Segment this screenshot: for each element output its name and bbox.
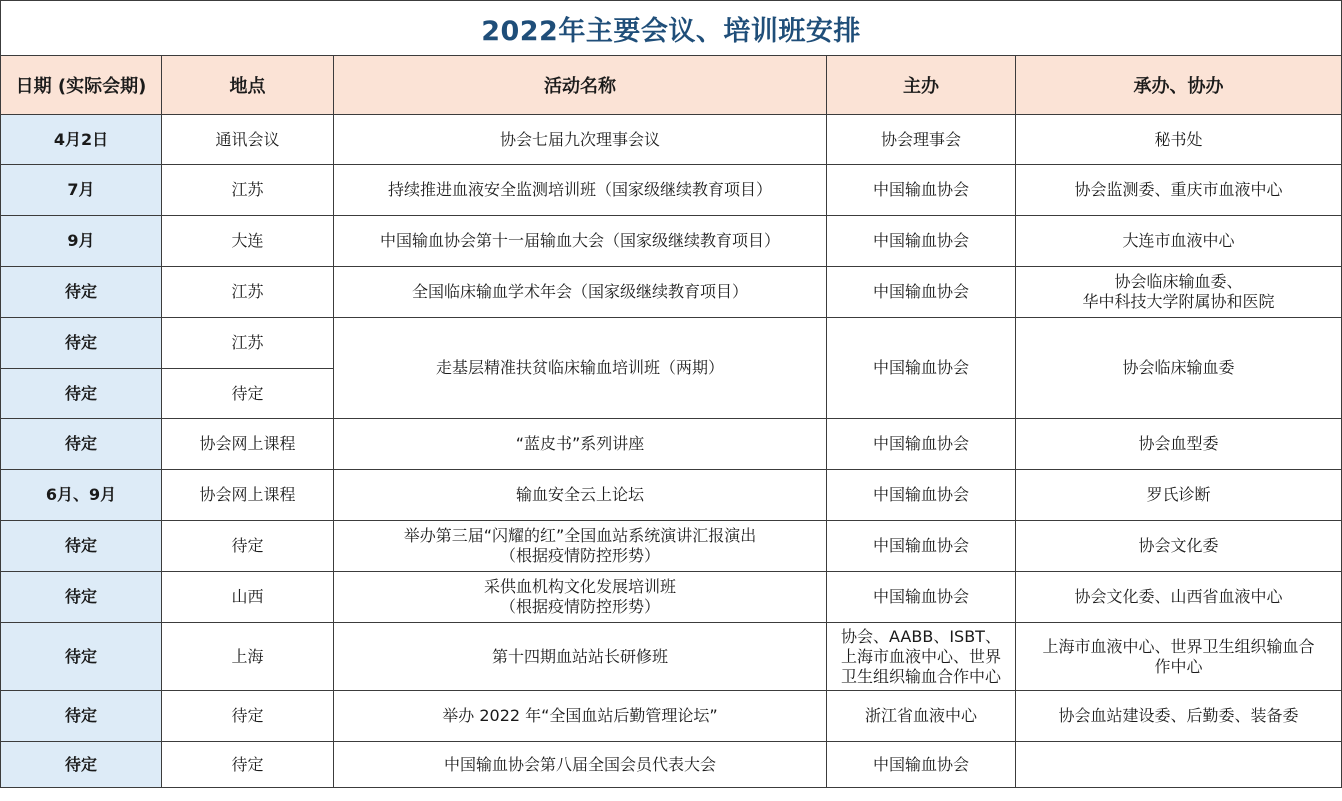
table-row bbox=[1, 470, 1342, 521]
date-cell: 待定 bbox=[1, 521, 162, 572]
activity-cell bbox=[334, 742, 827, 788]
date-cell: 4月2日 bbox=[1, 115, 162, 165]
activity-cell bbox=[334, 521, 827, 572]
activity-cell bbox=[334, 216, 827, 267]
activity-text: 中国输血协会第十一届输血大会（国家级继续教育项目） bbox=[379, 231, 780, 250]
host-text: 协会理事会 bbox=[880, 129, 961, 149]
table-row bbox=[1, 623, 1342, 691]
activity-cell bbox=[334, 318, 827, 419]
table-row bbox=[1, 115, 1342, 165]
host-text: 中国输血协会 bbox=[872, 536, 969, 555]
host-cell bbox=[827, 691, 1016, 742]
table-row bbox=[1, 419, 1342, 470]
column-header-organizer: 承办、协办 bbox=[1016, 56, 1342, 115]
table-row bbox=[1, 165, 1342, 216]
host-cell bbox=[827, 419, 1016, 470]
organizer-text: 上海市血液中心、世界卫生组织输血合 bbox=[1042, 636, 1315, 656]
organizer-cell bbox=[1016, 318, 1342, 419]
host-cell bbox=[827, 470, 1016, 521]
location-cell: 上海 bbox=[162, 623, 334, 691]
location-cell: 山西 bbox=[162, 572, 334, 623]
organizer-text: 作中心 bbox=[1154, 656, 1203, 676]
organizer-text: 罗氏诊断 bbox=[1146, 485, 1211, 504]
activity-text: 输血安全云上论坛 bbox=[515, 485, 644, 504]
activity-text: 协会七届九次理事会议 bbox=[499, 129, 660, 149]
host-cell bbox=[827, 318, 1016, 419]
table-row bbox=[1, 267, 1342, 318]
host-text: 中国输血协会 bbox=[872, 231, 969, 250]
organizer-cell bbox=[1016, 521, 1342, 572]
table-row bbox=[1, 572, 1342, 623]
activity-cell bbox=[334, 115, 827, 165]
date-cell: 待定 bbox=[1, 318, 162, 369]
activity-cell bbox=[334, 470, 827, 521]
host-text: 中国输血协会 bbox=[872, 754, 969, 774]
date-cell: 待定 bbox=[1, 572, 162, 623]
activity-text: 举办 2022 年“全国血站后勤管理论坛” bbox=[442, 706, 718, 725]
location-cell: 待定 bbox=[162, 742, 334, 788]
table-row bbox=[1, 691, 1342, 742]
activity-cell bbox=[334, 165, 827, 216]
organizer-cell bbox=[1016, 470, 1342, 521]
host-text: 中国输血协会 bbox=[872, 282, 969, 301]
location-cell: 待定 bbox=[162, 691, 334, 742]
location-cell: 待定 bbox=[162, 521, 334, 572]
host-text: 中国输血协会 bbox=[872, 587, 969, 606]
organizer-cell bbox=[1016, 267, 1342, 318]
organizer-text: 协会临床输血委 bbox=[1122, 358, 1235, 377]
date-cell: 待定 bbox=[1, 419, 162, 470]
host-text: 中国输血协会 bbox=[872, 485, 969, 504]
date-cell: 待定 bbox=[1, 267, 162, 318]
location-cell: 待定 bbox=[162, 369, 334, 419]
activity-text: 举办第三届“闪耀的红”全国血站系统演讲汇报演出 bbox=[403, 526, 757, 545]
organizer-cell bbox=[1016, 572, 1342, 623]
host-text: 协会、AABB、ISBT、 bbox=[841, 626, 1001, 646]
date-cell: 6月、9月 bbox=[1, 470, 162, 521]
host-cell bbox=[827, 216, 1016, 267]
column-header-location: 地点 bbox=[162, 56, 334, 115]
location-cell: 江苏 bbox=[162, 165, 334, 216]
organizer-cell bbox=[1016, 165, 1342, 216]
activity-cell bbox=[334, 419, 827, 470]
table-row bbox=[1, 521, 1342, 572]
organizer-cell bbox=[1016, 742, 1342, 788]
date-cell: 9月 bbox=[1, 216, 162, 267]
date-cell: 待定 bbox=[1, 691, 162, 742]
column-header-date: 日期 (实际会期) bbox=[1, 56, 162, 115]
table-row bbox=[1, 742, 1342, 788]
host-cell bbox=[827, 623, 1016, 691]
activity-cell bbox=[334, 572, 827, 623]
organizer-text: 秘书处 bbox=[1154, 129, 1203, 149]
location-cell: 协会网上课程 bbox=[162, 419, 334, 470]
column-header-host: 主办 bbox=[827, 56, 1016, 115]
host-cell bbox=[827, 521, 1016, 572]
table-row bbox=[1, 216, 1342, 267]
activity-text: 持续推进血液安全监测培训班（国家级继续教育项目） bbox=[387, 180, 772, 199]
date-cell: 7月 bbox=[1, 165, 162, 216]
activity-cell bbox=[334, 267, 827, 318]
location-cell: 江苏 bbox=[162, 318, 334, 369]
table-row bbox=[1, 318, 1342, 369]
activity-text: 中国输血协会第八届全国会员代表大会 bbox=[443, 754, 716, 774]
location-cell: 协会网上课程 bbox=[162, 470, 334, 521]
organizer-text: 大连市血液中心 bbox=[1122, 231, 1235, 250]
host-text: 浙江省血液中心 bbox=[864, 706, 977, 725]
date-cell: 待定 bbox=[1, 369, 162, 419]
host-cell bbox=[827, 742, 1016, 788]
activity-text: “蓝皮书”系列讲座 bbox=[515, 434, 645, 453]
organizer-cell bbox=[1016, 115, 1342, 165]
activity-text: （根据疫情防控形势） bbox=[499, 597, 660, 616]
organizer-text: 协会血站建设委、后勤委、装备委 bbox=[1058, 706, 1299, 725]
activity-text: （根据疫情防控形势） bbox=[499, 546, 660, 565]
organizer-text: 协会监测委、重庆市血液中心 bbox=[1074, 180, 1283, 199]
host-cell bbox=[827, 572, 1016, 623]
location-cell: 大连 bbox=[162, 216, 334, 267]
organizer-text: 协会文化委、山西省血液中心 bbox=[1074, 587, 1283, 606]
organizer-cell bbox=[1016, 623, 1342, 691]
host-cell bbox=[827, 267, 1016, 318]
host-text: 上海市血液中心、世界 bbox=[840, 646, 1001, 666]
location-cell: 江苏 bbox=[162, 267, 334, 318]
page-title: 2022年主要会议、培训班安排 bbox=[1, 1, 1342, 56]
host-text: 中国输血协会 bbox=[872, 434, 969, 453]
activity-text: 走基层精准扶贫临床输血培训班（两期） bbox=[435, 358, 724, 377]
date-cell: 待定 bbox=[1, 742, 162, 788]
organizer-text: 协会临床输血委、 bbox=[1114, 272, 1243, 291]
table-header-row bbox=[1, 56, 1342, 115]
location-cell: 通讯会议 bbox=[162, 115, 334, 165]
organizer-text: 协会血型委 bbox=[1138, 434, 1219, 453]
organizer-text: 协会文化委 bbox=[1138, 536, 1219, 555]
host-cell bbox=[827, 115, 1016, 165]
activity-text: 第十四期血站站长研修班 bbox=[491, 646, 668, 666]
organizer-text: 华中科技大学附属协和医院 bbox=[1082, 292, 1275, 311]
organizer-cell bbox=[1016, 691, 1342, 742]
activity-cell bbox=[334, 691, 827, 742]
activity-text: 采供血机构文化发展培训班 bbox=[483, 577, 676, 596]
organizer-cell bbox=[1016, 419, 1342, 470]
host-text: 中国输血协会 bbox=[872, 358, 969, 377]
organizer-cell bbox=[1016, 216, 1342, 267]
column-header-activity: 活动名称 bbox=[334, 56, 827, 115]
activity-text: 全国临床输血学术年会（国家级继续教育项目） bbox=[411, 282, 748, 301]
host-cell bbox=[827, 165, 1016, 216]
date-cell: 待定 bbox=[1, 623, 162, 691]
activity-cell bbox=[334, 623, 827, 691]
host-text: 中国输血协会 bbox=[872, 180, 969, 199]
host-text: 卫生组织输血合作中心 bbox=[840, 666, 1001, 686]
